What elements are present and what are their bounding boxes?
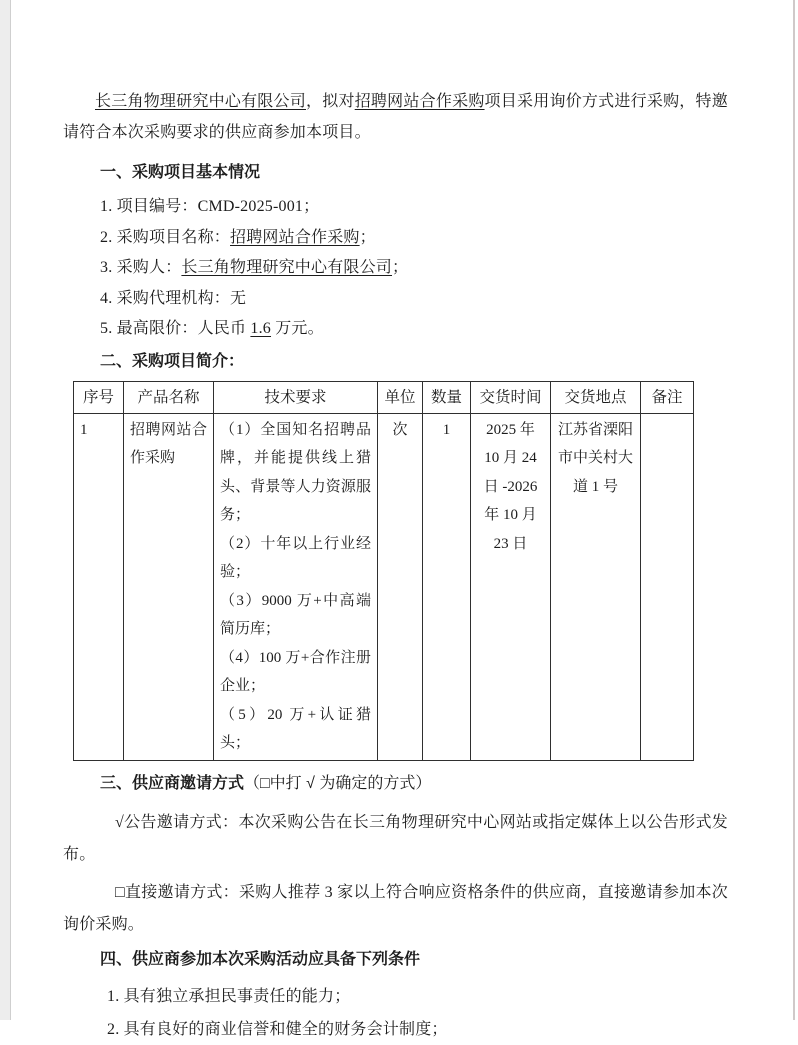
page-right-edge xyxy=(793,0,795,1020)
col-header-remark: 备注 xyxy=(641,381,694,413)
spec-item: （5）20 万+认证猎头； xyxy=(220,706,371,751)
label: 万元。 xyxy=(271,320,324,337)
empty-checkbox-icon: □ xyxy=(115,883,125,901)
label: 2. 采购项目名称： xyxy=(100,228,231,246)
project-name: 招聘网站合作采购 xyxy=(230,228,360,246)
condition-item: 2. 具有良好的商业信誉和健全的财务会计制度； xyxy=(107,1020,448,1038)
intro-text: 项目采用询价方式进行采购，特邀请符合本次采购要求的供应商参加本项目。 xyxy=(63,93,728,141)
col-header-specs: 技术要求 xyxy=(214,381,378,413)
announce-invite-paragraph xyxy=(63,807,728,871)
col-header-unit: 单位 xyxy=(378,381,423,413)
spec-item: （1）全国知名招聘品牌，并能提供线上猎头、背景等人力资源服务； xyxy=(220,421,371,523)
cell-unit: 次 xyxy=(378,413,423,760)
col-header-qty: 数量 xyxy=(423,381,471,413)
direct-invite-paragraph xyxy=(63,877,728,941)
list-item-max-price xyxy=(63,314,728,345)
section-summary-title: 二、采购项目简介： xyxy=(100,352,245,370)
section-invitation-title-note: （□中打 √ 为确定的方式） xyxy=(244,774,432,792)
max-price-value: 1.6 xyxy=(250,320,272,337)
label: 3. 采购人： xyxy=(100,259,182,276)
basic-info-list xyxy=(63,192,728,345)
spec-item: （2）十年以上行业经验； xyxy=(220,535,371,580)
procurement-table xyxy=(73,381,694,761)
section-qualification-title: 四、供应商参加本次采购活动应具备下列条件 xyxy=(100,950,421,968)
condition-item: 1. 具有独立承担民事责任的能力； xyxy=(107,987,351,1005)
label: 5. 最高限价：人民币 xyxy=(100,320,251,337)
section-invitation-title xyxy=(63,769,728,799)
cell-product: 招聘网站合作采购 xyxy=(124,413,214,760)
direct-invite-text: 直接邀请方式：采购人推荐 3 家以上符合响应资格条件的供应商，直接邀请参加本次询价采购。 xyxy=(63,883,728,933)
table-header-row xyxy=(74,381,694,413)
intro-paragraph xyxy=(63,86,728,148)
intro-text: ，拟对 xyxy=(306,93,355,110)
cell-delivery-place: 江苏省溧阳市中关村大道 1 号 xyxy=(551,413,641,760)
col-header-delivery-place: 交货地点 xyxy=(551,381,641,413)
cell-specs xyxy=(214,413,378,760)
list-item-project-no: 1. 项目编号：CMD-2025-001； xyxy=(100,198,320,215)
purchaser-name: 长三角物理研究中心有限公司 xyxy=(95,93,306,110)
purchaser-name: 长三角物理研究中心有限公司 xyxy=(181,259,393,276)
col-header-product: 产品名称 xyxy=(124,381,214,413)
col-header-delivery-time: 交货时间 xyxy=(471,381,551,413)
spec-item: （4）100 万+合作注册企业； xyxy=(220,649,371,694)
col-header-seq: 序号 xyxy=(74,381,124,413)
list-item-purchaser xyxy=(63,253,728,284)
project-name: 招聘网站合作采购 xyxy=(354,93,485,110)
list-item-project-name xyxy=(63,223,728,254)
check-icon: √ xyxy=(115,813,124,831)
punct: ； xyxy=(392,259,409,276)
list-item-agency: 4. 采购代理机构：无 xyxy=(100,289,247,307)
section-basic-title: 一、采购项目基本情况 xyxy=(100,164,261,181)
punct: ； xyxy=(359,228,376,246)
cell-remark xyxy=(641,413,694,760)
section-invitation-title-bold: 三、供应商邀请方式 xyxy=(100,774,245,792)
qualification-list xyxy=(63,981,728,1045)
spec-item: （3）9000 万+中高端简历库； xyxy=(220,592,371,637)
cell-delivery-time: 2025 年 10 月 24 日 -2026 年 10 月 23 日 xyxy=(471,413,551,760)
table-row xyxy=(74,413,694,760)
cell-qty: 1 xyxy=(423,413,471,760)
announce-invite-text: 公告邀请方式：本次采购公告在长三角物理研究中心网站或指定媒体上以公告形式发布。 xyxy=(63,813,728,863)
page-left-edge xyxy=(0,0,11,1020)
cell-seq: 1 xyxy=(74,413,124,760)
document-content xyxy=(63,86,728,1045)
